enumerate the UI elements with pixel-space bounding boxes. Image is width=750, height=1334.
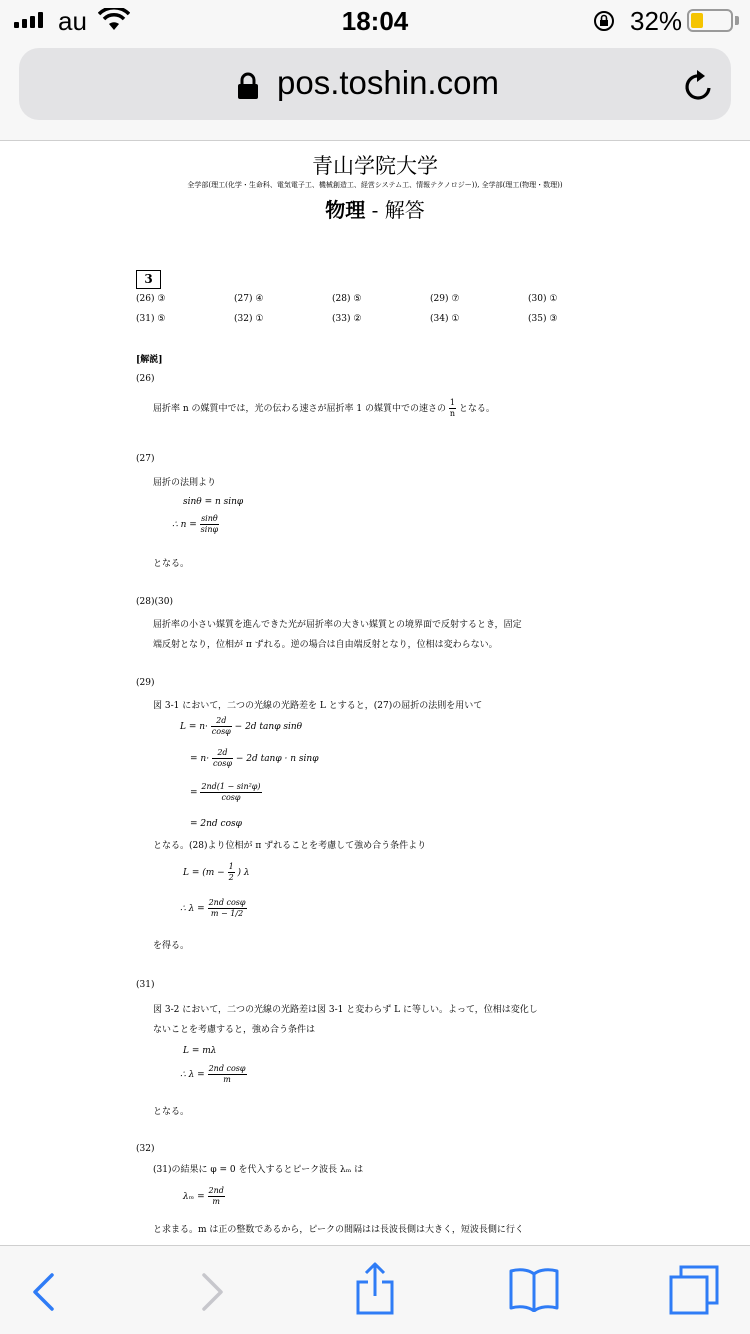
equation xyxy=(180,1064,247,1085)
equation xyxy=(183,1186,225,1207)
denominator: 2 xyxy=(228,873,234,882)
numerator: 1 xyxy=(449,398,455,407)
numerator: 2nd xyxy=(208,1186,224,1195)
answer-cell: (27) ④ xyxy=(234,294,264,304)
equation-tail: − 2d tanφ sinθ xyxy=(234,722,303,732)
section-26-text xyxy=(153,398,495,419)
denominator: n xyxy=(449,409,455,418)
answer-cell: (31) ⑤ xyxy=(136,314,166,324)
denominator: m xyxy=(223,1075,231,1084)
denominator: cosφ xyxy=(221,793,241,802)
equation-lhs: ∴ λ = xyxy=(180,904,205,914)
equation xyxy=(190,748,319,769)
equation-lhs: = xyxy=(190,788,198,798)
answer-row-2 xyxy=(136,314,626,324)
forward-icon[interactable] xyxy=(200,1272,226,1312)
section-26-label: (26) xyxy=(136,374,155,384)
question-number-box: 3 xyxy=(136,270,161,289)
section-2830-line2: 端反射となり，位相が π ずれる。逆の場合は自由端反射となり，位相は変わらない。 xyxy=(153,640,498,650)
section-27-label: (27) xyxy=(136,454,155,464)
battery-tip xyxy=(735,16,739,25)
answer-cell: (29) ⑦ xyxy=(430,294,460,304)
section-31-label: (31) xyxy=(136,980,155,990)
page-subtitle: 全学部(理工(化学・生命科、電気電子工、機械創造工、経営システム工、情報テクノロジー)), 全学部(理工(物理・数理)) xyxy=(187,181,563,189)
equation-lhs: ∴ λ = xyxy=(180,1070,205,1080)
section-27-tail: となる。 xyxy=(153,559,190,569)
fraction xyxy=(200,782,261,803)
fraction xyxy=(449,398,456,419)
numerator: 2d xyxy=(211,716,232,727)
lock-icon xyxy=(237,72,259,100)
denominator: cosφ xyxy=(212,759,232,768)
share-icon[interactable] xyxy=(354,1262,396,1316)
equation-tail: − 2d tanφ · n sinφ xyxy=(235,754,319,764)
numerator: 2nd(1 − sin²φ) xyxy=(201,782,261,791)
heading-subject: 物理 xyxy=(325,198,366,222)
answer-cell: (28) ⑤ xyxy=(332,294,362,304)
section-26-body: 屈折率 n の媒質中では，光の伝わる速さが屈折率 1 の媒質中での速さの xyxy=(153,404,446,414)
numerator: 2nd cosφ xyxy=(208,898,246,907)
section-29-text2: となる。(28)より位相が π ずれることを考慮して強め合う条件より xyxy=(153,841,427,851)
equation: sinθ = n sinφ xyxy=(183,497,244,507)
document-page xyxy=(0,142,750,1245)
answer-cell: (26) ③ xyxy=(136,294,166,304)
equation-lhs: λₘ = xyxy=(183,1192,205,1202)
section-31-line2: ないことを考慮すると，強め合う条件は xyxy=(153,1025,316,1035)
status-bar xyxy=(0,0,750,40)
denominator: m − 1/2 xyxy=(210,909,244,918)
answer-cell: (34) ① xyxy=(430,314,460,324)
numerator: 1 xyxy=(228,862,234,871)
section-29-label: (29) xyxy=(136,678,155,688)
back-icon[interactable] xyxy=(30,1272,56,1312)
section-31-tail: となる。 xyxy=(153,1107,190,1117)
page-heading xyxy=(0,194,750,223)
address-bar[interactable] xyxy=(19,48,731,120)
numerator: 2nd cosφ xyxy=(208,1064,246,1073)
answer-row-1 xyxy=(136,294,626,304)
heading-rest: - 解答 xyxy=(365,198,425,222)
answer-cell: (32) ① xyxy=(234,314,264,324)
equation xyxy=(172,514,219,535)
tabs-icon[interactable] xyxy=(668,1264,720,1316)
equation-lhs: ∴ n = xyxy=(172,520,197,530)
equation: = 2nd cosφ xyxy=(190,819,242,829)
denominator: sinφ xyxy=(200,525,219,534)
rotation-lock-icon xyxy=(592,9,616,33)
kaisetsu-label: [解説] xyxy=(136,355,163,365)
carrier-label: au xyxy=(58,6,87,36)
browser-address-area xyxy=(0,40,750,141)
equation xyxy=(180,898,247,919)
denominator: cosφ xyxy=(211,727,231,736)
url-text[interactable]: pos.toshin.com xyxy=(277,64,499,101)
fraction xyxy=(208,898,247,919)
answer-cell: (30) ① xyxy=(528,294,558,304)
section-2830-label: (28)(30) xyxy=(136,597,173,607)
browser-toolbar xyxy=(0,1245,750,1334)
section-32-tail: と求まる。m は正の整数であるから，ピークの間隔はは長波長側は大きく，短波長側に行く xyxy=(153,1225,524,1235)
fraction xyxy=(211,716,232,737)
bookmarks-icon[interactable] xyxy=(508,1266,560,1312)
equation-tail: ) λ xyxy=(237,868,250,878)
section-26-tail: となる。 xyxy=(458,404,495,414)
section-27-text: 屈折の法則より xyxy=(153,478,217,488)
denominator: m xyxy=(212,1197,220,1206)
section-31-line1: 図 3-2 において，二つの光線の光路差は図 3-1 と変わらず L に等しい。よって，位相は変化し xyxy=(153,1005,538,1015)
fraction xyxy=(212,748,233,769)
answer-cell: (35) ③ xyxy=(528,314,558,324)
fraction xyxy=(208,1186,225,1207)
fraction xyxy=(208,1064,247,1085)
page-title: 青山学院大学 xyxy=(312,154,438,178)
section-2830-line1: 屈折率の小さい媒質を進んできた光が屈折率の大きい媒質との境界面で反射するとき，固定 xyxy=(153,620,522,630)
section-29-tail: を得る。 xyxy=(153,941,190,951)
numerator: 2d xyxy=(212,748,233,759)
equation-lhs: L = (m − xyxy=(183,868,225,878)
numerator: sinθ xyxy=(201,514,218,523)
reload-icon[interactable] xyxy=(683,68,715,102)
battery-icon xyxy=(687,9,733,32)
answer-cell: (33) ② xyxy=(332,314,362,324)
section-32-label: (32) xyxy=(136,1144,155,1154)
fraction xyxy=(200,514,219,535)
section-32-text: (31)の結果に φ = 0 を代入するとピーク波長 λₘ は xyxy=(153,1165,364,1175)
equation xyxy=(180,716,302,737)
section-29-text: 図 3-1 において，二つの光線の光路差を L とすると，(27)の屈折の法則を用いて xyxy=(153,701,483,711)
equation xyxy=(183,862,250,883)
equation: L = mλ xyxy=(183,1046,217,1056)
equation-lhs: L = n· xyxy=(180,722,208,732)
fraction xyxy=(228,862,235,883)
equation-lhs: = n· xyxy=(190,754,210,764)
clock: 18:04 xyxy=(341,6,409,36)
battery-percent: 32% xyxy=(630,6,683,36)
equation xyxy=(190,782,262,803)
